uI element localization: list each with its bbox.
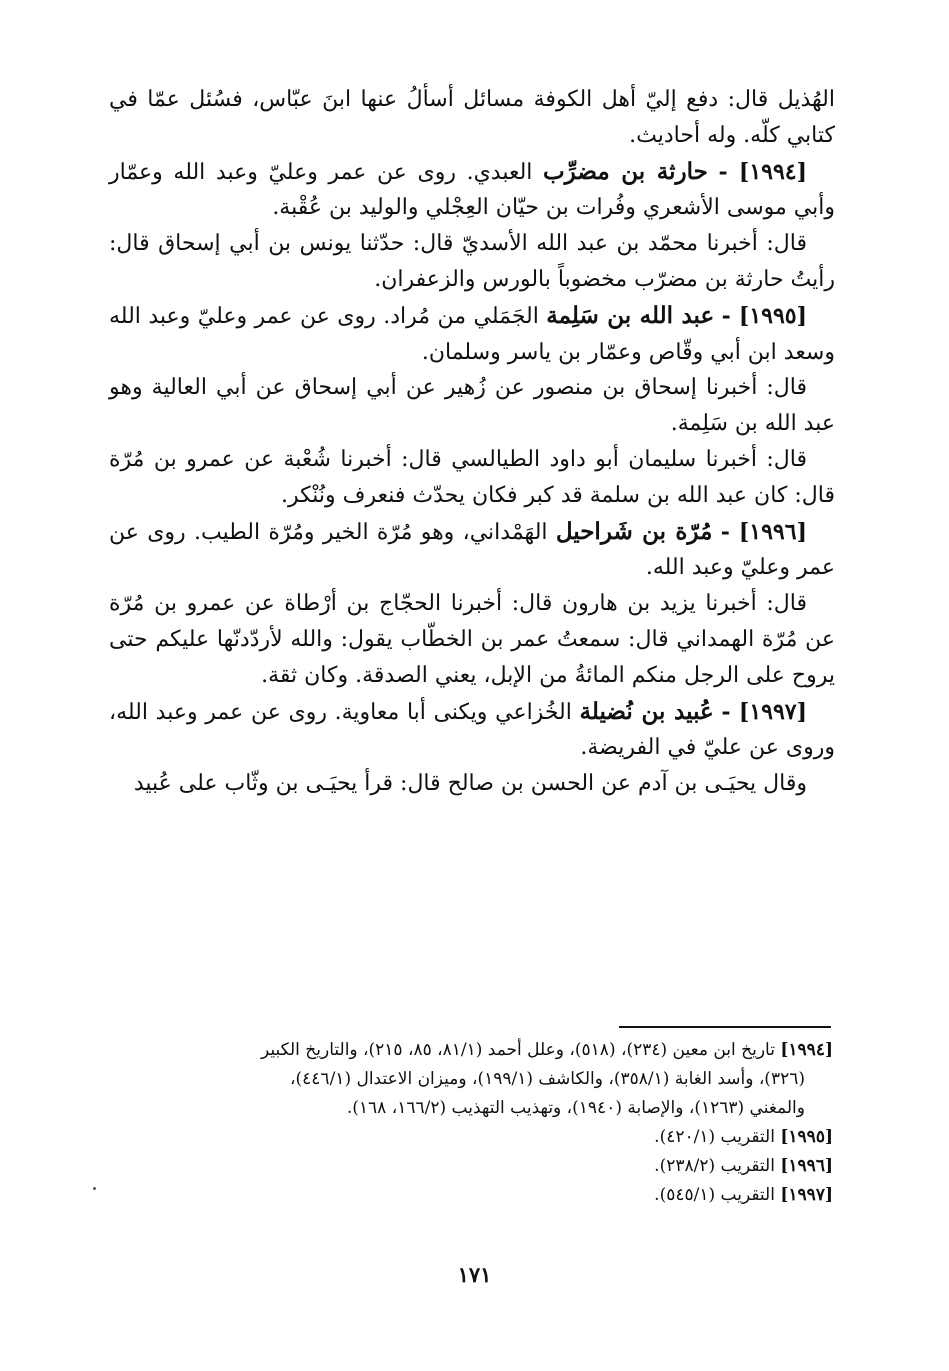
footnote-1997 xyxy=(107,1181,833,1210)
entry-1996-text: الهَمْداني، وهو مُرّة الخير ومُرّة الطيب. روى عن عمر وعليّ وعبد الله. xyxy=(109,519,835,581)
footnotes xyxy=(107,1036,833,1210)
footnote-1997-text: التقريب (٥٤٥/١). xyxy=(654,1185,775,1205)
footnote-1995-text: التقريب (٤٢٠/١). xyxy=(654,1127,775,1147)
paragraph-8-text: قال: أخبرنا يزيد بن هارون قال: أخبرنا الحجّاج بن أرْطاة عن عمرو بن مُرّة عن مُرّة الهمداني قال: سمعتُ عمر بن الخطّاب يقول: والله لأردّدنّها عليكم حتى يروح على الرجل منكم المائةُ من الإبل، يعني الصدقة. وكان ثقة. xyxy=(109,591,835,688)
paragraph-8 xyxy=(109,586,835,693)
footnote-1995 xyxy=(107,1123,833,1152)
entry-1995-text: الجَمَلي من مُراد. روى عن عمر وعليّ وعبد الله وسعد ابن أبي وقّاص وعمّار بن ياسر وسلمان. xyxy=(109,303,835,365)
entry-1994-text: العبدي. روى عن عمر وعليّ وعبد الله وعمّار وأبي موسى الأشعري وفُرات بن حيّان العِجْلي والوليد بن عُقْبة. xyxy=(109,159,835,221)
footnote-1996 xyxy=(107,1152,833,1181)
footnote-1994 xyxy=(107,1036,833,1065)
entry-1994 xyxy=(109,154,835,227)
entry-1995-name: عبد الله بن سَلِمة xyxy=(546,301,715,329)
paragraph-6 xyxy=(109,442,835,514)
footnote-1997-number: [١٩٩٧] xyxy=(780,1185,833,1205)
paragraph-10 xyxy=(109,766,835,802)
footnote-1994-number: [١٩٩٤] xyxy=(780,1040,833,1060)
paragraph-5-text: قال: أخبرنا إسحاق بن منصور عن زُهير عن أبي إسحاق عن أبي العالية وهو عبد الله بن سَلِمة. xyxy=(109,375,835,437)
paragraph-5 xyxy=(109,370,835,442)
paragraph-6-text: قال: أخبرنا سليمان أبو داود الطيالسي قال: أخبرنا شُعْبة عن عمرو بن مُرّة قال: كان عبد الله بن سلمة قد كبر فكان يحدّث فنعرف ونُنْكر. xyxy=(109,446,835,508)
footnote-1994-cont-2 xyxy=(107,1094,833,1123)
footnote-1996-text: التقريب (٢٣٨/٢). xyxy=(654,1156,775,1176)
paragraph-3 xyxy=(109,226,835,298)
scan-speck xyxy=(93,1187,96,1190)
entry-1996-number: [١٩٩٦] - xyxy=(720,518,807,545)
footnote-1996-number: [١٩٩٦] xyxy=(780,1156,833,1176)
main-text xyxy=(109,82,835,802)
entry-1997-text: الخُزاعي ويكنى أبا معاوية. روى عن عمر وعبد الله، وروى عن عليّ في الفريضة. xyxy=(109,699,835,761)
paragraph-10-text: وقال يحيَـى بن آدم عن الحسن بن صالح قال: قرأ يحيَـى بن وثّاب على عُبيد xyxy=(133,771,807,797)
entry-1996 xyxy=(109,514,835,587)
footnote-1994-cont-1 xyxy=(107,1065,833,1094)
paragraph-1 xyxy=(109,82,835,154)
entry-1997-number: [١٩٩٧] - xyxy=(721,698,807,725)
footnote-1994-line-1: تاريخ ابن معين (٢٣٤)، (٥١٨)، وعلل أحمد (٨١/١، ٨٥، ٢١٥)، والتاريخ الكبير xyxy=(260,1040,775,1060)
paragraph-3-text: قال: أخبرنا محمّد بن عبد الله الأسديّ قال: حدّثنا يونس بن أبي إسحاق قال: رأيتُ حارثة بن مضرّب مخضوباً بالورس والزعفران. xyxy=(109,231,835,292)
footnote-separator xyxy=(619,1026,831,1028)
entry-1995-number: [١٩٩٥] - xyxy=(721,302,807,329)
entry-1994-number: [١٩٩٤] - xyxy=(718,158,807,185)
footnote-1994-line-3: والمغني (١٢٦٣)، والإصابة (١٩٤٠)، وتهذيب التهذيب (١٦٦/٢، ١٦٨). xyxy=(346,1098,805,1118)
page-number: ١٧١ xyxy=(457,1262,492,1287)
entry-1996-name: مُرّة بن شَراحيل xyxy=(555,517,713,545)
entry-1997-name: عُبيد بن نُضيلة xyxy=(579,697,714,725)
entry-1994-name: حارثة بن مضرِّب xyxy=(543,157,708,185)
entry-1997 xyxy=(109,694,835,767)
footnote-1995-number: [١٩٩٥] xyxy=(780,1127,833,1147)
paragraph-1-text: الهُذيل قال: دفع إليّ أهل الكوفة مسائل أسألُ عنها ابنَ عبّاس، فسُئل عمّا في كتابي كلّه. وله أحاديث. xyxy=(109,87,835,148)
footnote-1994-line-2: (٣٢٦)، وأسد الغابة (٣٥٨/١)، والكاشف (١٩٩/١)، وميزان الاعتدال (٤٤٦/١)، xyxy=(290,1069,805,1089)
entry-1995 xyxy=(109,298,835,371)
